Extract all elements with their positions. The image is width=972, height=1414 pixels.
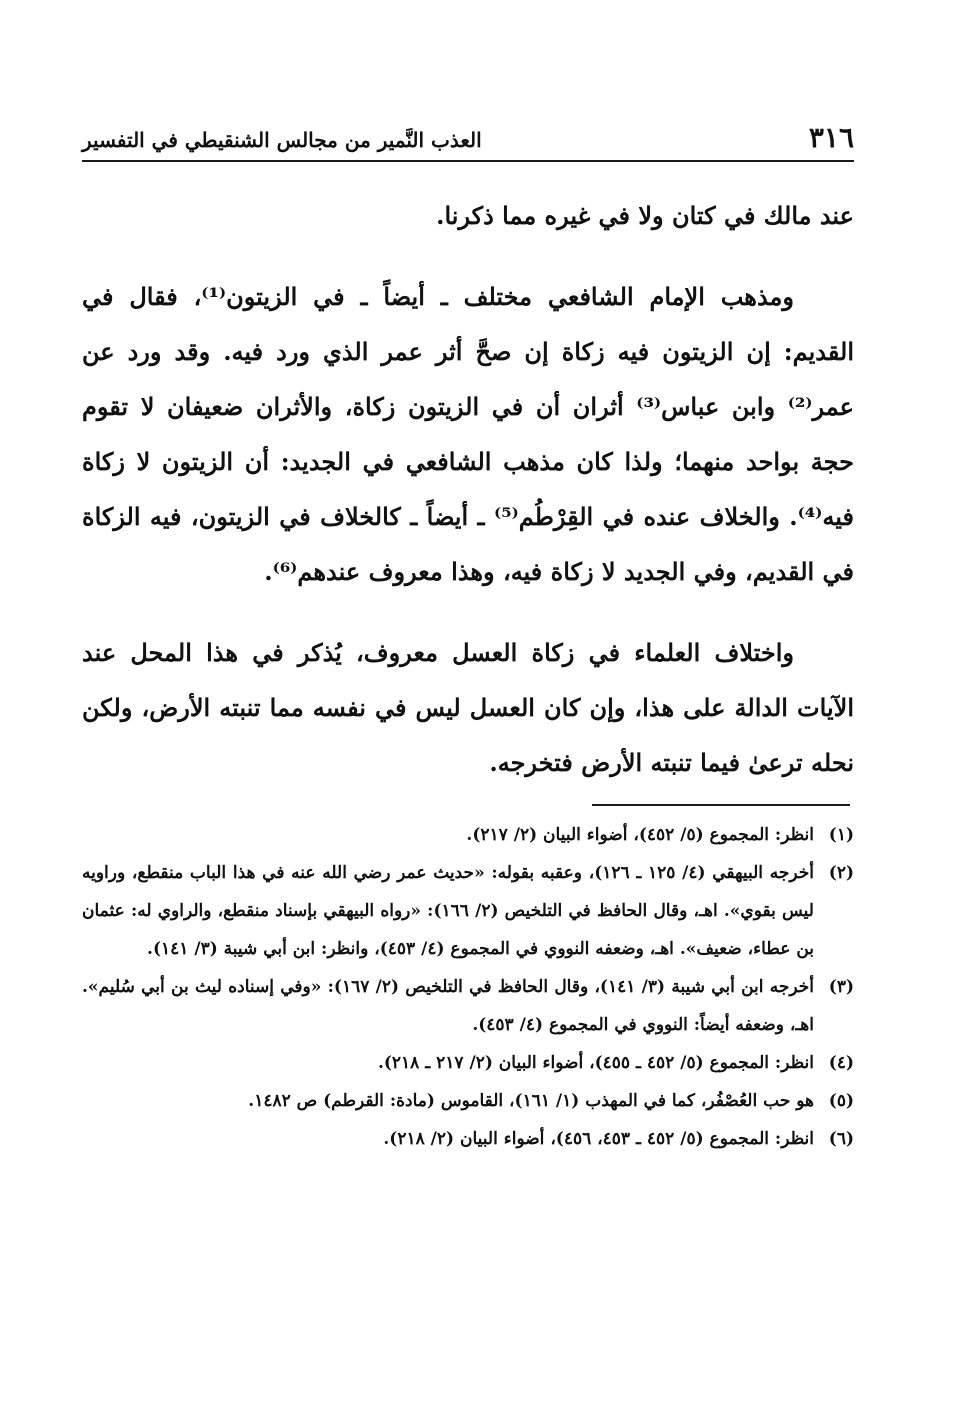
page-number: ٣١٦ (808, 121, 854, 154)
footnote-text: أخرجه البيهقي (٤/ ١٢٥ ـ ١٢٦)، وعقبه بقوله: «حديث عمر رضي الله عنه في هذا الباب منقطع، وراويه ليس بقوي». اهـ، وقال الحافظ في التلخيص (٢/ ١٦٦): «رواه البيهقي بإسناد منقطع، والراوي له: عثمان بن عطاء، ضعيف». اهـ، وضعفه النووي في المجموع (٤/ ٤٥٣)، وانظر: ابن أبي شيبة (٣/ ١٤١). (82, 863, 814, 959)
paragraph: عند مالك في كتان ولا في غيره مما ذكرنا. (436, 201, 854, 230)
running-title: العذب النَّمير من مجالس الشنقيطي في التفسير (82, 128, 482, 152)
footnote (82, 968, 854, 1044)
footnote-text: انظر: المجموع (٥/ ٤٥٢)، أضواء البيان (٢/ ٢١٧). (466, 825, 814, 845)
paragraph: واختلاف العلماء في زكاة العسل معروف، يُذكر في هذا المحل عند الآيات الدالة على هذا، وإن كان العسل ليس في نفسه مما تنبته الأرض، ولكن نحله ترعىٰ فيما تنبته الأرض فتخرجه. (82, 638, 854, 777)
main-text (82, 188, 854, 790)
footnote (82, 816, 854, 854)
footnote-number: (٦) (828, 1129, 854, 1149)
footnote-number: (١) (828, 825, 854, 845)
footnote-number: (٤) (828, 1053, 854, 1073)
footnote-text: هو حب العُصْفُر، كما في المهذب (١/ ١٦١)، القاموس (مادة: القرطم) ص ١٤٨٢. (248, 1091, 814, 1111)
paragraph: ومذهب الإمام الشافعي مختلف ـ أيضاً ـ في الزيتون⁽¹⁾، فقال في القديم: إن الزيتون فيه زكاة إن صحَّ أثر عمر الذي ورد فيه. وقد ورد عن عمر⁽²⁾ وابن عباس⁽³⁾ أثران أن في الزيتون زكاة، والأثران ضعيفان لا تقوم حجة بواحد منهما؛ ولذا كان مذهب الشافعي في الجديد: أن الزيتون لا زكاة فيه⁽⁴⁾. والخلاف عنده في القِرْطُم⁽⁵⁾ ـ أيضاً ـ كالخلاف في الزيتون، فيه الزكاة في القديم، وفي الجديد لا زكاة فيه، وهذا معروف عندهم⁽⁶⁾. (82, 282, 854, 586)
footnote-text: أخرجه ابن أبي شيبة (٣/ ١٤١)، وقال الحافظ في التلخيص (٢/ ١٦٧): «وفي إسناده ليث بن أبي سُليم». اهـ، وضعفه أيضاً: النووي في المجموع (٤/ ٤٥٣). (82, 977, 814, 1035)
footnotes (82, 816, 854, 1158)
footnote-number: (٣) (828, 977, 854, 997)
footnote-text: انظر: المجموع (٥/ ٤٥٢ ـ ٤٥٥)، أضواء البيان (٢/ ٢١٧ ـ ٢١٨). (377, 1053, 814, 1073)
footnote (82, 1082, 854, 1120)
footnote-separator (592, 804, 850, 806)
footnote (82, 1044, 854, 1082)
footnote-text: انظر: المجموع (٥/ ٤٥٢ ـ ٤٥٣، ٤٥٦)، أضواء البيان (٢/ ٢١٨). (383, 1129, 814, 1149)
page-header (82, 108, 854, 162)
footnote (82, 854, 854, 968)
footnote-number: (٥) (828, 1091, 854, 1111)
footnote-number: (٢) (828, 863, 854, 883)
footnote (82, 1120, 854, 1158)
